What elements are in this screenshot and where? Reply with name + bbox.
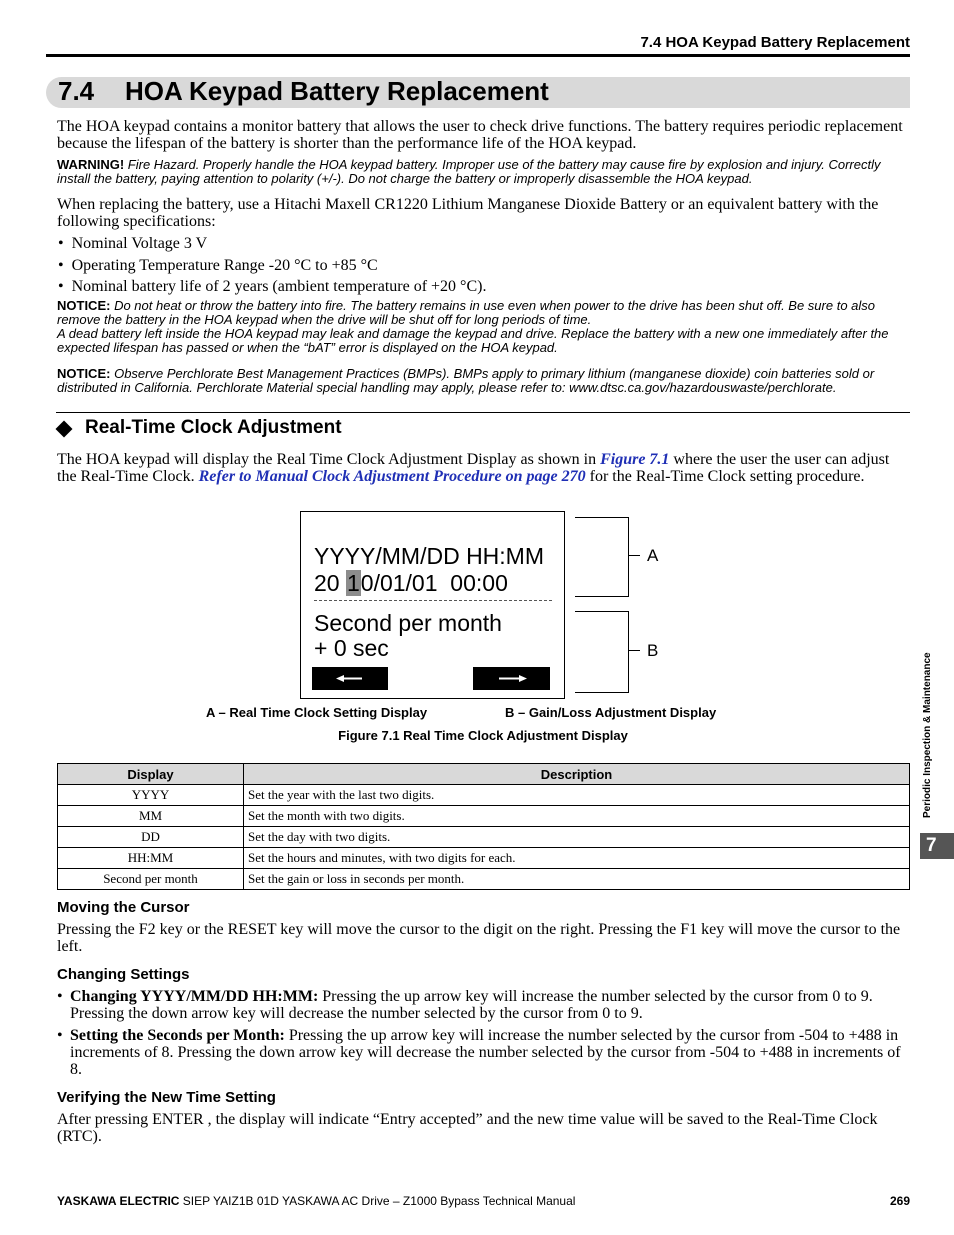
table-cell: Second per month (58, 869, 244, 890)
chapter-tab: 7 (920, 833, 954, 859)
left-arrow-icon (312, 667, 388, 690)
table-cell: Set the month with two digits. (244, 806, 910, 827)
bullet-bold: Changing YYYY/MM/DD HH:MM: (70, 988, 319, 1005)
manual-procedure-link[interactable]: Refer to Manual Clock Adjustment Procedure on page 270 (198, 468, 586, 485)
notice-text: Do not heat or throw the battery into fire. The battery remains in use even when power to the drive has been shut off. Be sure to also remove the battery in the HOA keypad when the drive will be shut off for long periods of time. (57, 298, 876, 327)
subsection-title: Real-Time Clock Adjustment (85, 417, 342, 438)
notice-text: Observe Perchlorate Best Management Practices (BMPs). BMPs apply to primary lithium (manganese dioxide) coin batteries sold or distributed in California. Perchlorate Material special handling may apply, please refer to: www.dtsc.ca.gov/hazardouswaste/perchlorate. (57, 366, 875, 395)
footer (57, 1194, 575, 1208)
table-header: Description (244, 764, 910, 785)
bullet-body (70, 1027, 912, 1078)
changing-heading: Changing Settings (57, 966, 190, 983)
table-cell: Set the day with two digits. (244, 827, 910, 848)
figure-caption: Figure 7.1 Real Time Clock Adjustment Display (338, 728, 628, 743)
bullet-text: Pressing the up arrow key will increase the number selected by the cursor from -504 to +488 in increments of 8. Pressing the down arrow key will decrease the number selected by the cursor from -504 to +488 in increments of 8. (70, 1027, 901, 1078)
table-row (58, 785, 910, 806)
right-arrow-icon (473, 667, 550, 690)
subsection-rule (56, 412, 910, 413)
spec-text: Operating Temperature Range -20 °C to +85 °C (71, 257, 378, 274)
table-cell: Set the year with the last two digits. (244, 785, 910, 806)
side-label-text: Periodic Inspection & Maintenance (922, 652, 933, 818)
rtc-text: The HOA keypad will display the Real Time Clock Adjustment Display as shown in (57, 451, 601, 468)
spec-text: Nominal Voltage 3 V (71, 235, 208, 252)
spec-text: Nominal battery life of 2 years (ambient temperature of +20 °C). (71, 278, 487, 295)
changing-bullet (57, 988, 912, 1022)
notice-block (57, 299, 912, 355)
lcd-separator (314, 600, 552, 601)
lcd-date-rest: 0/01/01 00:00 (360, 570, 508, 596)
verifying-heading: Verifying the New Time Setting (57, 1089, 276, 1106)
section-title-text: HOA Keypad Battery Replacement (125, 76, 549, 106)
table-cell: YYYY (58, 785, 244, 806)
lcd-cursor: 1 (346, 570, 360, 596)
bullet-glyph: • (57, 1027, 63, 1044)
header-rule (46, 54, 910, 57)
right-arrow-button (473, 667, 550, 690)
moving-heading: Moving the Cursor (57, 899, 190, 916)
footer-doc: SIEP YAIZ1B 01D YASKAWA AC Drive – Z1000 Bypass Technical Manual (179, 1194, 576, 1208)
table-row (58, 827, 910, 848)
bullet-body (70, 988, 912, 1022)
section-number: 7.4 (58, 76, 95, 106)
verifying-paragraph: After pressing ENTER , the display will indicate “Entry accepted” and the new time value will be saved to the Real-Time Clock (RTC). (57, 1111, 878, 1145)
section-title (58, 76, 549, 107)
notice-text: A dead battery left inside the HOA keypad may leak and damage the keypad and drive. Replace the battery with a new one immediately after the expected lifespan has passed or when the “bAT” error is displayed on the HOA keypad. (57, 326, 889, 355)
table-cell: DD (58, 827, 244, 848)
left-arrow-button (312, 667, 388, 690)
callout-line-b (628, 650, 640, 651)
rtc-text: for the Real-Time Clock setting procedure. (585, 468, 865, 485)
intro-paragraph: The HOA keypad contains a monitor battery that allows the user to check drive functions. The battery requires periodic replacement because the lifespan of the battery is shorter than the performance life of the HOA keypad. (57, 118, 903, 152)
warning-text: Fire Hazard. Properly handle the HOA keypad battery. Improper use of the battery may cause fire by explosion and injury. Correctly install the battery, paying attention to polarity (+/-). Do not charge the battery or improperly disassemble the HOA keypad. (57, 157, 881, 186)
lcd-line-date (314, 570, 508, 597)
callout-label-b: B (647, 641, 659, 660)
table-row (58, 806, 910, 827)
spec-item: • Nominal Voltage 3 V (58, 235, 208, 252)
table-header: Display (58, 764, 244, 785)
bullet-text: Pressing the up arrow key will increase the number selected by the cursor from 0 to 9. Pressing the down arrow key will decrease the number selected by the cursor from 0 to 9. (70, 988, 873, 1022)
changing-bullet (57, 1027, 912, 1078)
table-row (58, 848, 910, 869)
lcd-line-value: + 0 sec (314, 635, 389, 661)
lcd-line-seconds: Second per month (314, 610, 502, 636)
notice-label: NOTICE: (57, 298, 111, 313)
table-cell: Set the gain or loss in seconds per month. (244, 869, 910, 890)
table-header-row (58, 764, 910, 785)
moving-paragraph: Pressing the F2 key or the RESET key will move the cursor to the digit on the right. Pressing the F1 key will move the cursor to the left. (57, 921, 901, 955)
footer-brand: YASKAWA ELECTRIC (57, 1194, 180, 1208)
lcd-date-prefix: 20 (314, 570, 346, 596)
diamond-icon (56, 421, 73, 438)
rtc-paragraph (57, 451, 912, 485)
running-header: 7.4 HOA Keypad Battery Replacement (640, 34, 910, 51)
bracket-a (575, 517, 629, 597)
display-table (57, 763, 910, 890)
spec-item: • Operating Temperature Range -20 °C to +85 °C (58, 257, 378, 274)
bracket-b (575, 611, 629, 693)
table-cell: HH:MM (58, 848, 244, 869)
notice-label: NOTICE: (57, 366, 111, 381)
table-cell: Set the hours and minutes, with two digits for each. (244, 848, 910, 869)
bullet-bold: Setting the Seconds per Month: (70, 1027, 285, 1044)
legend-a: A – Real Time Clock Setting Display (206, 705, 428, 720)
warning-label: WARNING! (57, 157, 125, 172)
table-row (58, 869, 910, 890)
figure-link[interactable]: Figure 7.1 (600, 451, 670, 468)
spec-item: • Nominal battery life of 2 years (ambient temperature of +20 °C). (58, 278, 487, 295)
rtc-text: where the user the user can adjust the Real-Time Clock. (57, 451, 890, 485)
lcd-line-format: YYYY/MM/DD HH:MM (314, 543, 544, 569)
table-cell: MM (58, 806, 244, 827)
warning-block (57, 158, 912, 186)
bullet-glyph: • (57, 988, 63, 1005)
callout-line-a (628, 555, 640, 556)
page-number: 269 (889, 1194, 910, 1208)
side-chapter-label (912, 652, 950, 818)
notice-block-perchlorate (57, 367, 912, 395)
callout-label-a: A (647, 546, 659, 565)
legend-b: B – Gain/Loss Adjustment Display (505, 705, 717, 720)
replace-paragraph: When replacing the battery, use a Hitachi Maxell CR1220 Lithium Manganese Dioxide Battery or an equivalent battery with the following specifications: (57, 196, 879, 230)
